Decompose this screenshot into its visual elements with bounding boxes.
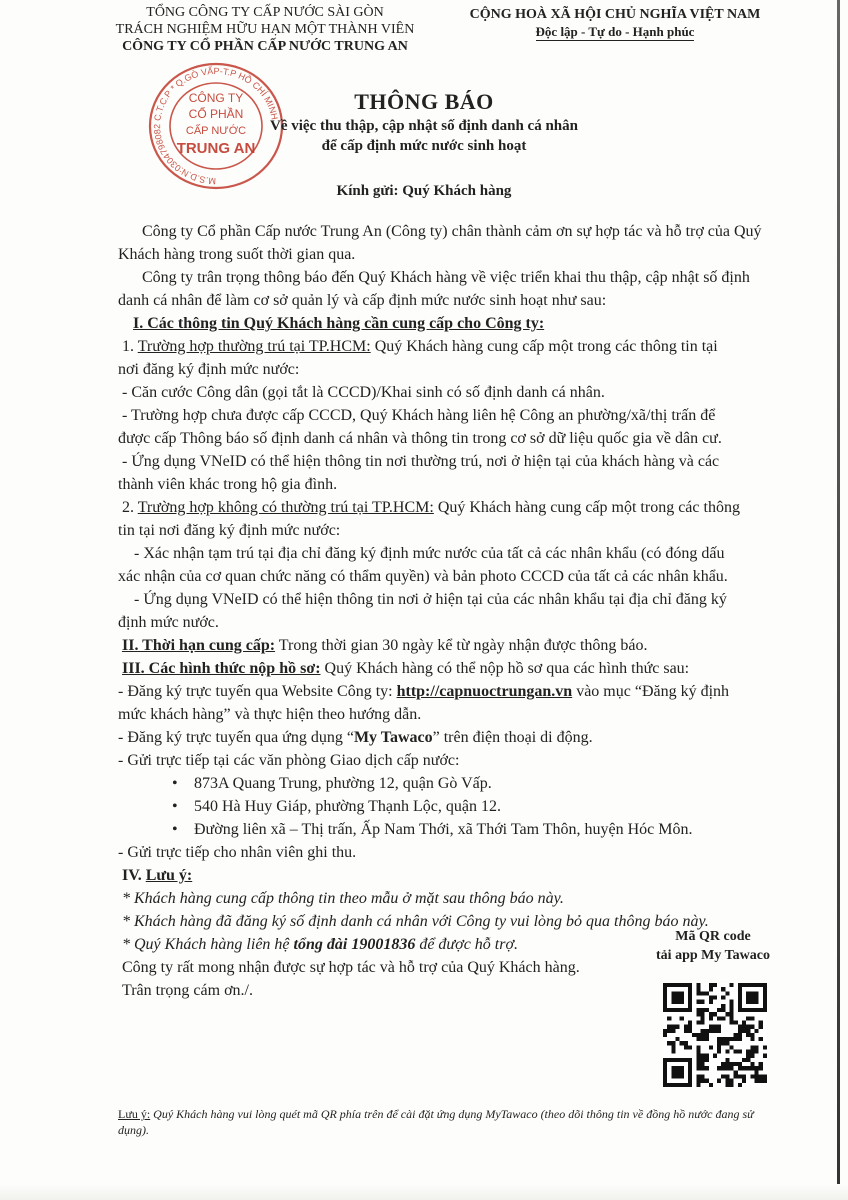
intro-line-4: danh cá nhân để làm cơ sở quản lý và cấp định mức nước sinh hoạt như sau: xyxy=(118,292,607,309)
staff-line: - Gửi trực tiếp cho nhân viên ghi thu. xyxy=(118,844,357,861)
closing-line-2: Trân trọng cám ơn./. xyxy=(122,982,253,999)
case-2-item-2-cont: định mức nước. xyxy=(118,614,219,631)
national-motto: Độc lập - Tự do - Hạnh phúc xyxy=(535,24,695,39)
office-line: - Gửi trực tiếp tại các văn phòng Giao dịch cấp nước: xyxy=(118,752,460,769)
case-2-line-2: tin tại nơi đăng ký định mức nước: xyxy=(118,522,341,539)
intro-line-3: Công ty trân trọng thông báo đến Quý Khách hàng về việc triển khai thu thập, cập nhật số định xyxy=(142,269,750,286)
issuer-line-1: TỔNG CÔNG TY CẤP NƯỚC SÀI GÒN xyxy=(146,5,384,20)
footer-note: Lưu ý: Quý Khách hàng vui lòng quét mã QR phía trên để cài đặt ứng dụng MyTawaco (theo dõi thông tin về đồng hồ nước đang sử dụng). xyxy=(118,1107,754,1137)
section-2-heading: II. Thời hạn cung cấp: xyxy=(122,637,276,654)
intro-line-1: Công ty Cổ phần Cấp nước Trung An (Công ty) chân thành cảm ơn sự hợp tác và hỗ trợ của Quý xyxy=(142,223,762,240)
national-title: CỘNG HOÀ XÃ HỘI CHỦ NGHĨA VIỆT NAM xyxy=(469,7,761,22)
note-2: * Khách hàng đã đăng ký số định danh cá nhân với Công ty vui lòng bỏ qua thông báo này. xyxy=(122,913,709,930)
hotline-number: tổng đài 19001836 xyxy=(293,936,416,953)
app-line: - Đăng ký trực tuyến qua ứng dụng “My Tawaco” trên điện thoại di động. xyxy=(118,729,593,746)
website-line: - Đăng ký trực tuyến qua Website Công ty: http://capnuoctrungan.vn vào mục “Đăng ký định xyxy=(118,683,730,700)
document-title: THÔNG BÁO xyxy=(354,89,494,114)
issuer-line-2: TRÁCH NGHIỆM HỮU HẠN MỘT THÀNH VIÊN xyxy=(115,22,415,37)
case-2-item-1: - Xác nhận tạm trú tại địa chỉ đăng ký định mức nước của tất cả các nhân khẩu (có đóng dấu xyxy=(134,545,725,562)
note-1: * Khách hàng cung cấp thông tin theo mẫu ở mặt sau thông báo này. xyxy=(122,890,564,907)
case-1-item-3: - Ứng dụng VNeID có thể hiện thông tin nơi thường trú, nơi ở hiện tại của khách hàng và các xyxy=(122,453,720,470)
section-2: II. Thời hạn cung cấp: Trong thời gian 30 ngày kể từ ngày nhận được thông báo. xyxy=(122,637,648,654)
stamp-ring-text: M.S.D.N:0304798082 C.T.C.P * Q.GÒ VẤP-T.P HỒ CHÍ MINH xyxy=(152,65,280,187)
intro-line-2: Khách hàng trong suốt thời gian qua. xyxy=(118,246,356,263)
case-1-item-2: - Trường hợp chưa được cấp CCCD, Quý Khách hàng liên hệ Công an phường/xã/thị trấn để xyxy=(122,407,716,424)
case-1-line-2: nơi đăng ký định mức nước: xyxy=(118,361,300,378)
case-1-item-1: - Căn cước Công dân (gọi tắt là CCCD)/Khai sinh có số định danh cá nhân. xyxy=(122,384,605,401)
national-header xyxy=(445,6,785,40)
subtitle-line-2: để cấp định mức nước sinh hoạt xyxy=(321,138,527,154)
case-1-line: 1. Trường hợp thường trú tại TP.HCM: Quý Khách hàng cung cấp một trong các thông tin tại xyxy=(122,338,718,355)
section-4: IV. Lưu ý: xyxy=(122,867,193,884)
bullet-icon: • xyxy=(172,821,178,838)
scan-edge xyxy=(837,0,840,1200)
case-2-item-1-cont: xác nhận của cơ quan chức năng có thẩm quyền) và bản photo CCCD của tất cả các nhân khẩu. xyxy=(118,568,728,585)
subtitle-line-1: Về việc thu thập, cập nhật số định danh cá nhân xyxy=(269,118,578,134)
bullet-icon: • xyxy=(172,798,178,815)
website-link[interactable]: http://capnuoctrungan.vn xyxy=(396,683,573,700)
hotline-note: * Quý Khách hàng liên hệ tổng đài 19001836 để được hỗ trợ. xyxy=(122,936,519,953)
stamp-line-2: CỔ PHẦN xyxy=(188,107,244,121)
issuer-line-3: CÔNG TY CỔ PHẦN CẤP NƯỚC TRUNG AN xyxy=(122,39,408,54)
case-2-line: 2. Trường hợp không có thường trú tại TP.HCM: Quý Khách hàng cung cấp một trong các thông xyxy=(122,499,740,516)
scan-bottom-edge xyxy=(0,1184,848,1200)
qr-label-line-1: Mã QR code xyxy=(675,929,751,944)
footer-note-label: Lưu ý: xyxy=(118,1107,151,1121)
office-item-3: • Đường liên xã – Thị trấn, Ấp Nam Thới, xã Thới Tam Thôn, huyện Hóc Môn. xyxy=(172,821,693,838)
office-item-2: • 540 Hà Huy Giáp, phường Thạnh Lộc, quận 12. xyxy=(172,798,502,815)
section-3-heading: III. Các hình thức nộp hồ sơ: xyxy=(122,660,321,677)
app-name: My Tawaco xyxy=(353,729,433,746)
section-4-heading: Lưu ý: xyxy=(145,867,193,884)
case-1-item-3-cont: thành viên khác trong hộ gia đình. xyxy=(118,476,338,493)
case-1-label: Trường hợp thường trú tại TP.HCM: xyxy=(137,338,371,355)
website-line-2: mức khách hàng” và thực hiện theo hướng dẫn. xyxy=(118,706,422,723)
case-2-item-2: - Ứng dụng VNeID có thể hiện thông tin nơi ở hiện tại của các nhân khẩu tại địa chỉ đăng ký xyxy=(134,591,727,608)
case-1-item-2-cont: được cấp Thông báo số định danh cá nhân và thông tin trong cơ sở dữ liệu quốc gia về dân cư. xyxy=(118,430,722,447)
stamp-line-3: CẤP NƯỚC xyxy=(185,125,247,137)
qr-label-line-2: tải app My Tawaco xyxy=(656,948,770,963)
case-2-label: Trường hợp không có thường trú tại TP.HCM: xyxy=(137,499,434,516)
stamp-line-4: TRUNG AN xyxy=(176,140,256,157)
greeting: Kính gửi: Quý Khách hàng xyxy=(336,183,512,199)
bullet-icon: • xyxy=(172,775,178,792)
section-1-heading: I. Các thông tin Quý Khách hàng cần cung cấp cho Công ty: xyxy=(133,315,545,332)
closing-line-1: Công ty rất mong nhận được sự hợp tác và hỗ trợ của Quý Khách hàng. xyxy=(122,959,580,976)
office-item-1: • 873A Quang Trung, phường 12, quận Gò Vấp. xyxy=(172,775,492,792)
stamp-line-1: CÔNG TY xyxy=(188,91,244,105)
issuer-header xyxy=(95,4,435,55)
section-3: III. Các hình thức nộp hồ sơ: Quý Khách hàng có thể nộp hồ sơ qua các hình thức sau: xyxy=(122,660,690,677)
qr-code-icon[interactable] xyxy=(663,983,767,1087)
